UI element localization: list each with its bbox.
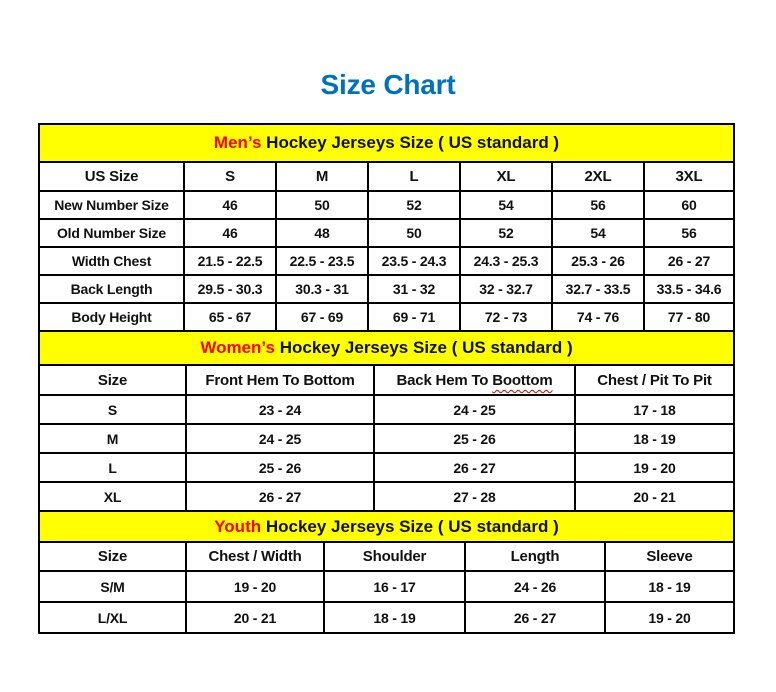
size-cell: 24 - 26 <box>465 571 605 602</box>
size-cell: 77 - 80 <box>644 303 734 331</box>
section-title-highlight: Women’s <box>200 338 275 358</box>
section-title-text: Hockey Jerseys Size ( US standard ) <box>261 133 560 153</box>
size-cell: 27 - 28 <box>374 482 575 511</box>
size-cell: 18 - 19 <box>324 602 465 633</box>
page-title: Size Chart <box>320 69 456 100</box>
column-header-text: Back Hem To <box>396 371 489 389</box>
table-row <box>39 395 734 424</box>
section-band-row <box>39 124 734 162</box>
size-cell: 32 - 32.7 <box>460 275 552 303</box>
size-cell: 69 - 71 <box>368 303 460 331</box>
section-title-highlight: Men’s <box>213 133 262 153</box>
table-row <box>39 424 734 453</box>
column-header: Front Hem To Bottom <box>186 365 374 395</box>
size-cell: 48 <box>276 219 368 247</box>
column-header: Size <box>39 542 186 571</box>
size-cell: 26 - 27 <box>644 247 734 275</box>
size-cell: 23.5 - 24.3 <box>368 247 460 275</box>
size-cell: 20 - 21 <box>186 602 324 633</box>
table-row <box>39 571 734 602</box>
size-cell: 26 - 27 <box>465 602 605 633</box>
row-label: Body Height <box>39 303 184 331</box>
column-header: Chest / Width <box>186 542 324 571</box>
column-header-misspelled-word: Boottom <box>492 371 553 389</box>
column-header: L <box>368 162 460 191</box>
size-cell: 25 - 26 <box>374 424 575 453</box>
size-chart-tables <box>38 123 737 634</box>
size-cell: 18 - 19 <box>575 424 734 453</box>
section-band-row <box>39 511 734 542</box>
row-label: L <box>39 453 186 482</box>
size-cell: 25 - 26 <box>186 453 374 482</box>
table-row <box>39 247 734 275</box>
column-header: US Size <box>39 162 184 191</box>
column-header-row <box>39 542 734 571</box>
size-cell: 30.3 - 31 <box>276 275 368 303</box>
size-cell: 18 - 19 <box>605 571 734 602</box>
row-label: L/XL <box>39 602 186 633</box>
size-cell: 25.3 - 26 <box>552 247 644 275</box>
row-label: S/M <box>39 571 186 602</box>
size-cell: 21.5 - 22.5 <box>184 247 276 275</box>
size-cell: 22.5 - 23.5 <box>276 247 368 275</box>
size-cell: 29.5 - 30.3 <box>184 275 276 303</box>
row-label: Back Length <box>39 275 184 303</box>
table-row <box>39 191 734 219</box>
section-title <box>39 511 734 542</box>
size-cell: 24.3 - 25.3 <box>460 247 552 275</box>
column-header-row <box>39 162 734 191</box>
section-title-highlight: Youth <box>214 516 262 536</box>
size-cell: 23 - 24 <box>186 395 374 424</box>
row-label: XL <box>39 482 186 511</box>
column-header: Shoulder <box>324 542 465 571</box>
size-cell: 54 <box>552 219 644 247</box>
column-header: M <box>276 162 368 191</box>
row-label: Width Chest <box>39 247 184 275</box>
column-header: S <box>184 162 276 191</box>
size-cell: 50 <box>368 219 460 247</box>
size-cell: 26 - 27 <box>374 453 575 482</box>
column-header <box>374 365 575 395</box>
row-label: S <box>39 395 186 424</box>
size-cell: 52 <box>368 191 460 219</box>
section-title <box>39 331 734 365</box>
size-cell: 19 - 20 <box>575 453 734 482</box>
size-cell: 17 - 18 <box>575 395 734 424</box>
youth-size-table <box>38 510 735 634</box>
size-cell: 31 - 32 <box>368 275 460 303</box>
size-cell: 56 <box>552 191 644 219</box>
table-row <box>39 219 734 247</box>
row-label: M <box>39 424 186 453</box>
size-cell: 19 - 20 <box>605 602 734 633</box>
size-cell: 54 <box>460 191 552 219</box>
size-cell: 19 - 20 <box>186 571 324 602</box>
table-row <box>39 453 734 482</box>
size-cell: 46 <box>184 191 276 219</box>
size-cell: 46 <box>184 219 276 247</box>
mens-size-table <box>38 123 735 332</box>
size-cell: 52 <box>460 219 552 247</box>
table-row <box>39 482 734 511</box>
size-cell: 65 - 67 <box>184 303 276 331</box>
size-cell: 32.7 - 33.5 <box>552 275 644 303</box>
size-cell: 24 - 25 <box>186 424 374 453</box>
row-label: Old Number Size <box>39 219 184 247</box>
column-header: Chest / Pit To Pit <box>575 365 734 395</box>
size-cell: 24 - 25 <box>374 395 575 424</box>
column-header: Length <box>465 542 605 571</box>
size-cell: 56 <box>644 219 734 247</box>
table-row <box>39 275 734 303</box>
size-cell: 33.5 - 34.6 <box>644 275 734 303</box>
table-row <box>39 303 734 331</box>
column-header: Size <box>39 365 186 395</box>
column-header: Sleeve <box>605 542 734 571</box>
size-cell: 26 - 27 <box>186 482 374 511</box>
column-header: 2XL <box>552 162 644 191</box>
column-header: XL <box>460 162 552 191</box>
table-row <box>39 602 734 633</box>
size-cell: 20 - 21 <box>575 482 734 511</box>
size-cell: 60 <box>644 191 734 219</box>
womens-size-table <box>38 330 735 512</box>
column-header-row <box>39 365 734 395</box>
section-title-text: Hockey Jerseys Size ( US standard ) <box>261 516 559 536</box>
row-label: New Number Size <box>39 191 184 219</box>
column-header: 3XL <box>644 162 734 191</box>
size-cell: 67 - 69 <box>276 303 368 331</box>
size-cell: 16 - 17 <box>324 571 465 602</box>
size-cell: 72 - 73 <box>460 303 552 331</box>
size-cell: 50 <box>276 191 368 219</box>
section-title-text: Hockey Jerseys Size ( US standard ) <box>274 338 573 358</box>
section-title <box>39 124 734 162</box>
section-band-row <box>39 331 734 365</box>
size-cell: 74 - 76 <box>552 303 644 331</box>
